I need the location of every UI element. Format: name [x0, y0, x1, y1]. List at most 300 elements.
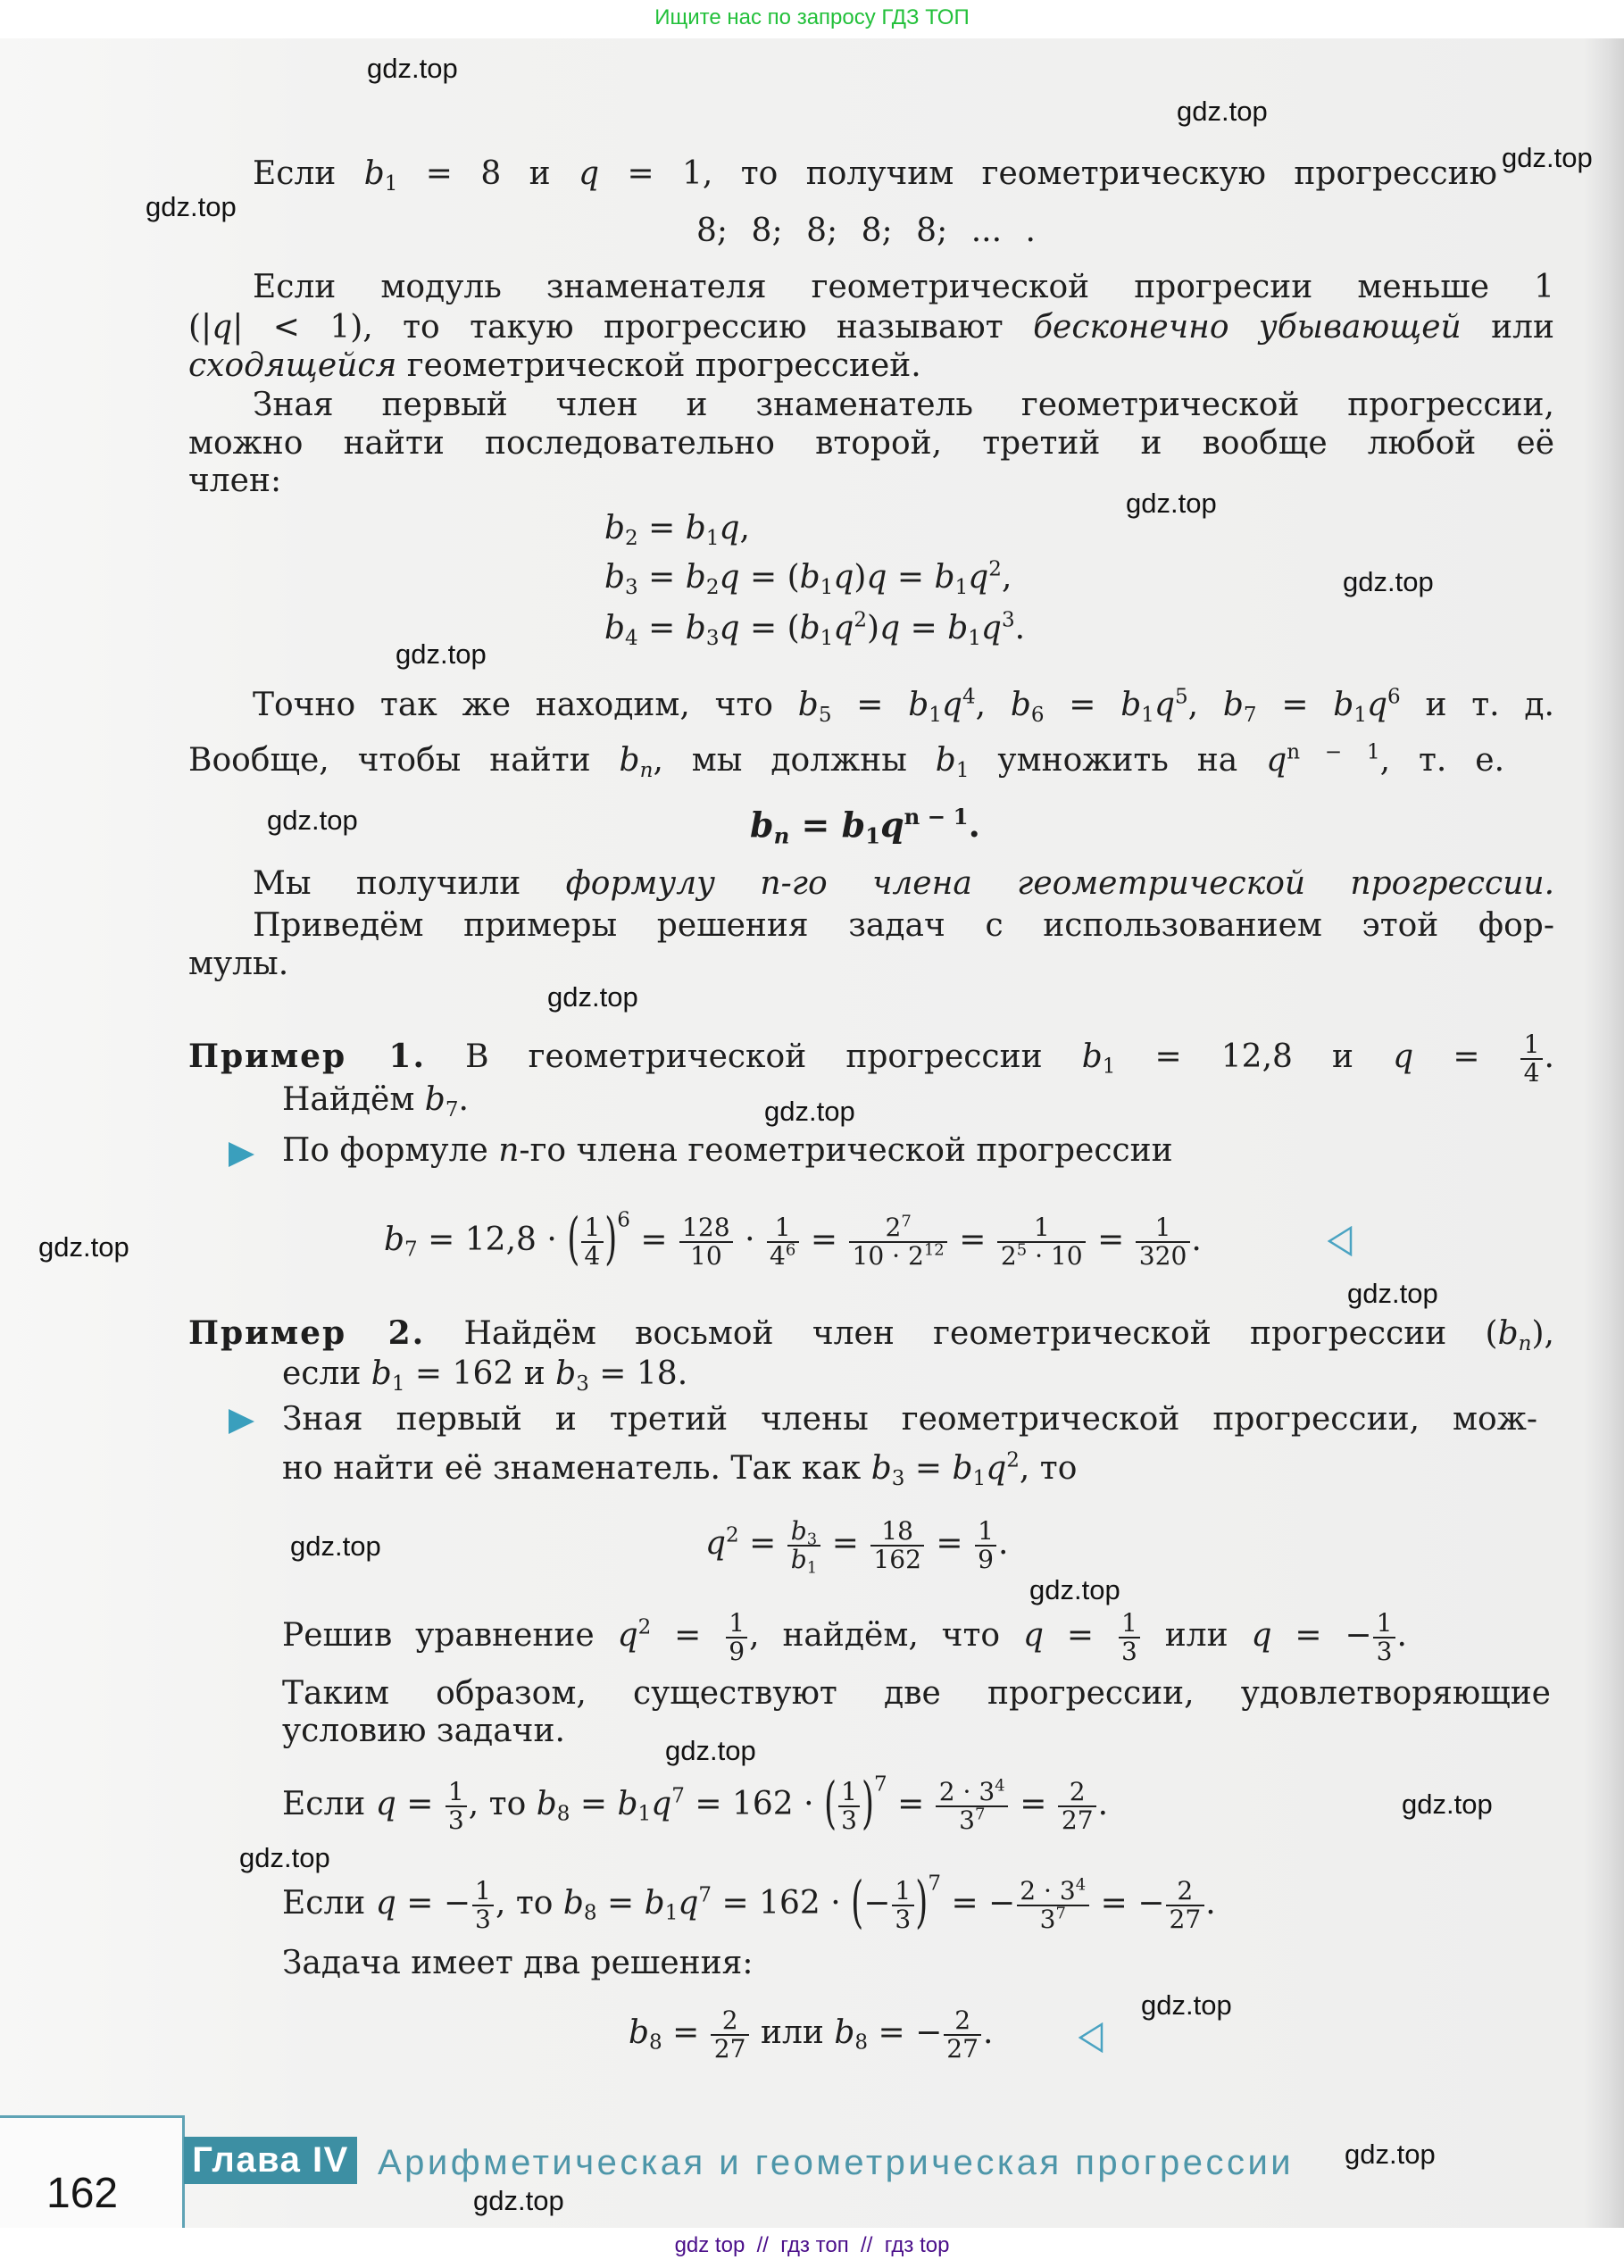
- text-line: Если модуль знаменателя геометрической прогресии меньше 1: [253, 269, 1554, 305]
- subscript: 1: [384, 171, 398, 196]
- text-line: [253, 154, 1497, 194]
- case-positive-q: [282, 1772, 1109, 1836]
- denominator: 3: [895, 1904, 912, 1934]
- math-variable: q: [880, 805, 904, 845]
- numerator: 1: [1119, 1610, 1141, 1638]
- left-paren: (: [851, 1871, 864, 1935]
- math-variable: b: [424, 1081, 446, 1118]
- math-variable: q: [375, 1785, 396, 1822]
- math-variable: b: [629, 2014, 650, 2051]
- math-variable: b: [555, 1355, 577, 1392]
- superscript: 5: [1016, 1240, 1028, 1260]
- denominator: 27: [713, 2033, 746, 2064]
- math-variable: q: [833, 610, 854, 646]
- numerator: 1: [726, 1610, 748, 1638]
- math-variable: q: [212, 309, 233, 346]
- math-variable: q: [1153, 687, 1175, 723]
- solution-start-icon: [228, 1408, 255, 1435]
- text: ): [867, 610, 880, 646]
- text-line: Зная первый и третий члены геометрической прогрессии, мож-: [282, 1401, 1537, 1438]
- banner-text[interactable]: Ищите нас по запросу ГДЗ ТОП: [654, 5, 970, 29]
- watermark: gdz.top: [367, 53, 458, 84]
- math-variable: q: [1366, 687, 1388, 723]
- numerator: 1: [1373, 1610, 1395, 1638]
- fraction: [711, 2007, 748, 2063]
- subscript: 7: [404, 1238, 418, 1262]
- text: .: [1396, 1616, 1407, 1654]
- text-line: [188, 741, 1504, 780]
- text: .: [983, 2014, 994, 2051]
- text: .: [458, 1081, 469, 1118]
- text-line: Приведём примеры решения задач с использованием этой фор-: [253, 907, 1554, 944]
- text: =: [1009, 1785, 1057, 1822]
- text: Решив уравнение: [282, 1616, 618, 1654]
- text: Найдём: [282, 1081, 425, 1118]
- bottom-bar-text[interactable]: gdz top // гдз топ // гдз top: [674, 2233, 950, 2257]
- formula-b4: [604, 609, 1025, 648]
- subscript: 2: [625, 526, 638, 550]
- subscript: n: [773, 822, 790, 849]
- math-variable: q: [719, 610, 740, 646]
- term-italic: бесконечно убывающей: [1033, 309, 1462, 346]
- math-variable: b: [604, 510, 626, 546]
- subscript: 3: [625, 575, 638, 599]
- watermark: gdz.top: [396, 638, 487, 670]
- text: .: [1014, 610, 1026, 646]
- subscript: 1: [705, 526, 720, 550]
- math-variable: q: [1393, 1038, 1414, 1075]
- text: .: [968, 805, 980, 845]
- text: (|: [188, 309, 212, 346]
- chapter-title: Арифметическая и геометрическая прогрессии: [378, 2143, 1295, 2182]
- fraction: [975, 1518, 997, 1573]
- math-variable: q: [617, 1616, 638, 1654]
- watermark: gdz.top: [290, 1530, 381, 1562]
- subscript: 1: [391, 1372, 405, 1396]
- text: =: [887, 1785, 935, 1822]
- math-variable: b: [604, 559, 626, 596]
- text: Если: [253, 155, 364, 192]
- text: =: [821, 1524, 870, 1562]
- text: = 162 ·: [712, 1884, 852, 1922]
- text: =: [596, 1884, 645, 1922]
- superscript: 7: [671, 1784, 685, 1808]
- text: =: [789, 805, 842, 845]
- math-variable: b: [685, 510, 706, 546]
- superscript: 2: [854, 608, 868, 632]
- text-line: [282, 1610, 1407, 1665]
- watermark: gdz.top: [1126, 488, 1217, 519]
- text-line: [188, 308, 1554, 347]
- text-line: условию задачи.: [282, 1713, 565, 1749]
- general-term-formula: [750, 803, 980, 849]
- text-line: можно найти последовательно второй, третий и вообще любой её: [188, 425, 1554, 462]
- numerator: 128: [679, 1214, 733, 1243]
- text: =: [570, 1785, 618, 1822]
- math-variable: q: [866, 559, 887, 596]
- text: .: [1191, 1221, 1202, 1258]
- text: В геометрической прогрессии: [426, 1038, 1082, 1075]
- text: =: [1087, 1221, 1135, 1258]
- math-variable: b: [562, 1884, 584, 1922]
- right-paren: ): [861, 1772, 875, 1836]
- math-variable: q: [1266, 742, 1287, 779]
- superscript: 7: [901, 1212, 912, 1231]
- math-variable: b: [1010, 687, 1031, 723]
- numerator: [936, 1776, 1008, 1807]
- numerator: 1: [892, 1878, 914, 1906]
- text: если: [282, 1355, 371, 1392]
- denominator: [997, 1240, 1086, 1271]
- subscript: 1: [968, 626, 981, 650]
- superscript: 2: [637, 1615, 652, 1639]
- denominator: 3: [1376, 1636, 1393, 1666]
- text: или: [1461, 309, 1554, 346]
- superscript: 7: [698, 1883, 712, 1907]
- text: 4: [770, 1240, 786, 1271]
- text: и т. д.: [1400, 687, 1554, 723]
- text: 2 · 3: [938, 1777, 995, 1806]
- text: 3: [1039, 1904, 1056, 1934]
- math-variable: b: [870, 1450, 892, 1487]
- math-variable: b: [644, 1884, 665, 1922]
- math-variable: b: [750, 805, 774, 845]
- fraction: [1058, 1779, 1095, 1834]
- denominator: 4: [1523, 1057, 1540, 1088]
- math-variable: q: [879, 610, 901, 646]
- text: = −: [1090, 1884, 1165, 1922]
- math-variable: b: [1497, 1315, 1519, 1352]
- superscript: 6: [785, 1240, 796, 1260]
- watermark: gdz.top: [1141, 1989, 1232, 2021]
- text: 10 · 2: [852, 1240, 924, 1271]
- text: .: [1205, 1884, 1216, 1922]
- watermark: gdz.top: [1402, 1789, 1493, 1820]
- text: =: [396, 1785, 444, 1822]
- superscript: 4: [995, 1776, 1005, 1796]
- fraction: [787, 1516, 820, 1578]
- text: ,: [1001, 559, 1012, 596]
- subscript: 1: [820, 626, 834, 650]
- math-variable: q: [833, 559, 854, 596]
- fraction: [997, 1214, 1086, 1270]
- denominator: 320: [1138, 1240, 1187, 1271]
- watermark: gdz.top: [764, 1096, 855, 1127]
- text: ): [854, 559, 867, 596]
- numerator: 1: [1520, 1031, 1543, 1060]
- math-variable: b: [952, 1450, 973, 1487]
- math-variable: q: [719, 510, 740, 546]
- superscript: 3: [1001, 608, 1015, 632]
- math-variable: b: [935, 742, 956, 779]
- subscript: 1: [955, 758, 970, 782]
- fraction: [849, 1214, 947, 1270]
- subscript: n: [639, 758, 654, 782]
- subscript: 1: [954, 575, 969, 599]
- numerator: [849, 1214, 947, 1243]
- fraction: [870, 1518, 924, 1573]
- watermark: gdz.top: [267, 805, 358, 836]
- superscript: 6: [617, 1208, 630, 1232]
- left-paren: (: [823, 1772, 837, 1836]
- text: 2 · 3: [1020, 1876, 1076, 1905]
- math-variable: b: [384, 1221, 405, 1258]
- watermark: gdz.top: [665, 1735, 756, 1766]
- fraction: [1166, 1878, 1203, 1933]
- solution-start-icon: [228, 1141, 255, 1168]
- math-variable: q: [651, 1785, 672, 1822]
- text: =: [1256, 687, 1334, 723]
- subscript: 1: [865, 822, 881, 849]
- math-variable: q: [980, 610, 1002, 646]
- superscript: 7: [1055, 1904, 1066, 1923]
- subscript: 2: [705, 575, 720, 599]
- text: .: [1544, 1038, 1554, 1075]
- text: = 12,8 и: [1115, 1038, 1394, 1075]
- denominator: [1017, 1906, 1089, 1933]
- text-line: Таким образом, существуют две прогрессии, удовлетворяющие: [282, 1675, 1551, 1712]
- text: −: [863, 1884, 891, 1922]
- math-variable: n: [498, 1132, 520, 1169]
- text: =: [1413, 1038, 1520, 1075]
- text: ,: [739, 510, 750, 546]
- text: = (: [739, 610, 800, 646]
- term-italic: сходящейся: [188, 347, 397, 384]
- watermark: gdz.top: [239, 1842, 330, 1873]
- text: По формуле: [282, 1132, 499, 1169]
- text: -го члена геометрической прогрессии: [519, 1132, 1173, 1169]
- math-variable: b: [841, 805, 866, 845]
- text: но найти её знаменатель. Так как: [282, 1450, 871, 1487]
- text: = 1, то получим геометрическую прогрессию: [599, 155, 1497, 192]
- text: = −: [1271, 1616, 1372, 1654]
- answer-formula: [629, 2007, 993, 2063]
- subscript: 7: [445, 1097, 459, 1121]
- superscript: n − 1: [1287, 740, 1380, 764]
- fraction: [892, 1878, 914, 1933]
- text: =: [1044, 687, 1121, 723]
- numerator: 1: [997, 1214, 1086, 1243]
- superscript: 4: [1075, 1875, 1087, 1895]
- text-line: [188, 346, 921, 386]
- numerator: 2: [944, 2007, 981, 2036]
- term-italic: формулу n-го члена геометрической прогрессии.: [565, 865, 1555, 902]
- text: = −: [396, 1884, 471, 1922]
- fraction: [1520, 1031, 1543, 1087]
- case-negative-q: [282, 1871, 1216, 1935]
- superscript: 2: [1006, 1448, 1020, 1472]
- fraction: [1017, 1875, 1089, 1934]
- text: ·: [734, 1221, 765, 1258]
- text: Если: [282, 1884, 376, 1922]
- math-variable: b: [371, 1355, 392, 1392]
- text: = −: [868, 2014, 943, 2051]
- subscript: 3: [576, 1372, 589, 1396]
- math-variable: q: [968, 559, 989, 596]
- math-variable: b: [934, 559, 955, 596]
- numerator: 1: [767, 1214, 799, 1243]
- text-line: член:: [188, 463, 282, 499]
- text: Мы получили: [253, 865, 566, 902]
- fraction: [581, 1214, 604, 1270]
- text: =: [831, 687, 909, 723]
- text: .: [997, 1524, 1009, 1562]
- text-line: [253, 686, 1554, 725]
- fraction: [1373, 1610, 1395, 1665]
- numerator: 1: [1136, 1214, 1189, 1243]
- math-variable: b: [908, 687, 929, 723]
- text: ,: [975, 687, 1011, 723]
- subscript: 1: [1141, 703, 1154, 727]
- watermark: gdz.top: [1029, 1574, 1120, 1605]
- math-variable: b: [536, 1785, 557, 1822]
- subscript: 8: [649, 2030, 662, 2055]
- page-number: 162: [46, 2170, 119, 2217]
- denominator: 4: [584, 1240, 601, 1271]
- denominator: 10: [689, 1240, 722, 1271]
- fraction: [472, 1878, 495, 1933]
- superscript: 2: [988, 557, 1002, 581]
- subscript: 1: [820, 575, 834, 599]
- text: геометрической прогрессией.: [396, 347, 921, 384]
- example-2-statement: [188, 1313, 1554, 1354]
- numerator: 1: [838, 1779, 861, 1807]
- watermark: gdz.top: [1347, 1278, 1438, 1309]
- denominator: [849, 1240, 947, 1271]
- text-line: [253, 864, 1554, 904]
- text: =: [887, 559, 935, 596]
- numerator: 2: [1166, 1878, 1203, 1906]
- text: =: [637, 510, 686, 546]
- denominator: 27: [1169, 1904, 1202, 1934]
- text: , то: [495, 1884, 563, 1922]
- subscript: 4: [625, 626, 638, 650]
- text: или: [750, 2014, 835, 2051]
- text-line: [282, 1131, 1173, 1171]
- subscript: 1: [972, 1466, 987, 1490]
- text: = (: [739, 559, 800, 596]
- denominator: [767, 1240, 799, 1271]
- math-variable: b: [834, 2014, 855, 2051]
- math-variable: b: [619, 742, 640, 779]
- example-1-formula: [384, 1207, 1202, 1272]
- denominator: 3: [475, 1904, 491, 1934]
- text: = 18.: [588, 1355, 688, 1392]
- text: = 162 и: [404, 1355, 556, 1392]
- subscript: 5: [818, 703, 832, 727]
- numerator: 1: [581, 1214, 604, 1243]
- text: , т. е.: [1379, 742, 1505, 779]
- text: Если: [282, 1785, 376, 1822]
- text: 2: [885, 1213, 902, 1242]
- ratio-formula: [705, 1516, 1009, 1578]
- math-variable: b: [685, 559, 706, 596]
- text: , то: [468, 1785, 537, 1822]
- subscript: 7: [1243, 703, 1257, 727]
- math-variable: b: [685, 610, 706, 646]
- text: · 10: [1027, 1240, 1083, 1271]
- superscript: 4: [962, 685, 976, 709]
- denominator: [787, 1544, 820, 1578]
- numerator: [1017, 1875, 1089, 1906]
- text: 2: [1000, 1240, 1017, 1271]
- fraction: [679, 1214, 733, 1270]
- example-heading: Пример 2.: [188, 1314, 426, 1352]
- text: 3: [959, 1805, 975, 1835]
- denominator: 9: [978, 1544, 994, 1574]
- math-variable: q: [375, 1884, 396, 1922]
- text: =: [1044, 1616, 1117, 1654]
- superscript: 12: [923, 1240, 945, 1260]
- subscript: 1: [664, 1901, 679, 1925]
- chapter-label: Глава IV: [184, 2137, 357, 2184]
- math-variable: q: [986, 1450, 1007, 1487]
- denominator: 3: [841, 1805, 857, 1835]
- fraction: [767, 1214, 799, 1270]
- subscript: 1: [637, 1802, 652, 1826]
- subscript: 1: [806, 1558, 818, 1578]
- watermark: gdz.top: [146, 191, 237, 222]
- watermark: gdz.top: [1177, 96, 1268, 127]
- formula-b2: [604, 509, 750, 548]
- superscript: 6: [1387, 685, 1401, 709]
- superscript: 5: [1174, 685, 1188, 709]
- denominator: 162: [873, 1544, 921, 1574]
- numerator: [787, 1518, 820, 1547]
- solution-end-icon: [1079, 2022, 1103, 2053]
- text: Вообще, чтобы найти: [188, 742, 620, 779]
- fraction: [726, 1610, 748, 1665]
- denominator: 9: [729, 1636, 745, 1666]
- text: Точно так же находим, что: [253, 687, 798, 723]
- text: = 8 и: [397, 155, 579, 192]
- numerator: 1: [446, 1779, 468, 1807]
- superscript: 7: [874, 1772, 887, 1797]
- text: , то: [1019, 1450, 1078, 1487]
- math-variable: b: [1081, 1038, 1103, 1075]
- math-variable: b: [363, 155, 385, 192]
- example-1-statement: [188, 1031, 1554, 1087]
- text: , мы должны: [653, 742, 936, 779]
- subscript: 3: [891, 1466, 905, 1490]
- text-line: мулы.: [188, 946, 289, 982]
- watermark: gdz.top: [547, 981, 638, 1013]
- example-heading: Пример 1.: [188, 1037, 426, 1075]
- text: = 162 ·: [684, 1785, 824, 1822]
- math-variable: b: [799, 610, 820, 646]
- text-line: [282, 1080, 469, 1120]
- subscript: 6: [1030, 703, 1045, 727]
- text: Найдём восьмой член геометрической прогрессии (: [425, 1315, 1498, 1352]
- superscript: 2: [726, 1523, 739, 1547]
- text-line: Задача имеет два решения:: [282, 1945, 754, 1981]
- solution-end-icon: [1328, 1226, 1353, 1256]
- subscript: 1: [929, 703, 942, 727]
- sequence-line: 8; 8; 8; 8; 8; ... .: [696, 213, 1036, 249]
- fraction: [1119, 1610, 1141, 1665]
- denominator: 27: [946, 2033, 979, 2064]
- math-variable: q: [1251, 1616, 1272, 1654]
- formula-b3: [604, 558, 1012, 597]
- subscript: n: [1518, 1331, 1532, 1355]
- math-variable: q: [705, 1524, 727, 1562]
- numerator: 2: [1058, 1779, 1095, 1807]
- text: =: [948, 1221, 996, 1258]
- watermark: gdz.top: [1502, 142, 1593, 173]
- subscript: 3: [806, 1530, 818, 1549]
- text: ,: [1187, 687, 1223, 723]
- left-paren: (: [567, 1207, 580, 1272]
